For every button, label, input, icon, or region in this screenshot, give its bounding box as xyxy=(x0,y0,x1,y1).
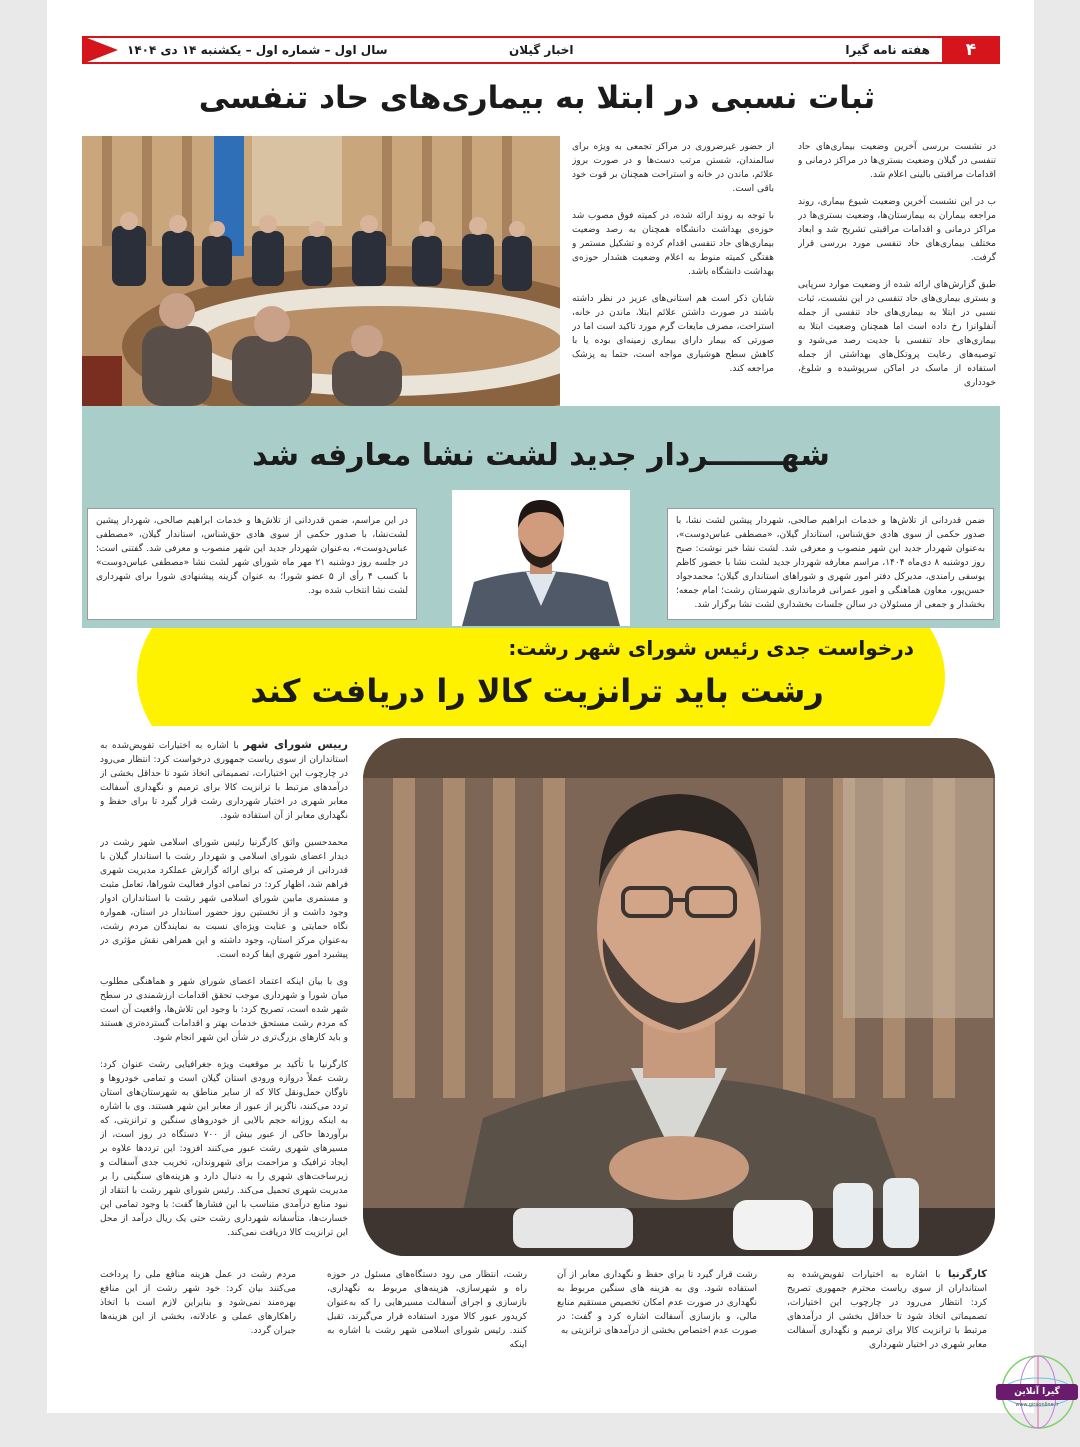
article2-column-right xyxy=(667,508,994,620)
article3-bottom-column-4 xyxy=(100,1268,296,1363)
lead-text: با اشاره به اختیارات تفویض‌شده به استانداران از سوی ریاست جمهوری درخواست کرد: انتظار می‌رود در چارچوب این اختیارات، تصمیماتی اتخاذ شود تا حداقل بخشی از درآمدهای مرتبط با ترانزیت کالا برای ترمیم و نگهداری آسفالت معابر شهری در اختیار شهرداری رشت قرار گیرد تا برای حفظ و نگهداری معابر از آن استفاده شود. xyxy=(100,741,348,821)
publication-name: هفته نامه گیرا xyxy=(845,43,930,57)
paragraph: طبق گزارش‌های ارائه شده از وضعیت موارد سرپایی و بستری بیماری‌های حاد تنفسی در این نشست، ثبات نسبی در ابتلا به بیماری‌های حاد تنفسی از جمله آنفلوانزا رخ داده است اما همچنان وضعیت ابتلا به بیماری‌های حاد تنفسی با جدیت رصد می‌شود و توصیه‌های رعایت پروتکل‌های بهداشتی از جمله استفاده از ماسک در اماکن سرپوشیده و شلوغ، خودداری xyxy=(798,280,996,388)
article1-title: ثبات نسبی در ابتلا به بیماری‌های حاد تنفسی xyxy=(198,80,876,116)
lead-bold: رییس شورای شهر xyxy=(243,738,348,751)
paragraph: وی با بیان اینکه اعتماد اعضای شورای شهر و هماهنگی مطلوب میان شورا و شهرداری موجب تحقق اقدامات ارزشمندی در سطح شهر شده است، تصریح کرد: با وجود این تلاش‌ها، واقعیت آن است که مردم رشت مستحق خدمات بهتر و اقدامات گسترده‌تری هستند و باید کارهای بزرگ‌تری در شأن این شهر انجام شود. xyxy=(100,977,348,1043)
article3-bottom-column-3 xyxy=(327,1268,527,1363)
article3-kicker: درخواست جدی رئیس شورای شهر رشت: xyxy=(508,636,914,660)
article3-bottom-column-2 xyxy=(557,1268,757,1363)
page-number: ۴ xyxy=(942,36,1000,64)
paragraph: رشت قرار گیرد تا برای حفظ و نگهداری معابر از آن استفاده شود. وی به هزینه های سنگین مربوط به نگهداری در صورت عدم امکان تخصیص مستقیم منابع مالی، و بازسازی آسفالت اشاره کرد و گفت: در صورت عدم اختصاص بخشی از درآمدهای ترانزیتی به xyxy=(557,1270,757,1336)
bottom-lead-bold: کارگرنیا xyxy=(948,1269,987,1280)
paragraph: ضمن قدردانی از تلاش‌ها و خدمات ابراهیم صالحی، شهردار پیشین لشت نشا، با صدور حکمی از سوی هادی حق‌شناس، استاندار گیلان، «مصطفی عباس‌دوست»، به‌عنوان شهردار جدید این شهر منصوب و معرفی شد. لشت نشا خبر نوشت: صبح روز دوشنبه ۸ دی‌ماه ۱۴۰۴، مراسم معارفه شهردار جدید لشت نشا با حضور کاظم یوسفی رامندی، مدیرکل دفتر امور شهری و شوراهای استانداری گیلان؛ محمدجواد حسن‌پور، معاون هماهنگی و امور عمرانی فرمانداری شهرستان رشت؛ امام جمعه؛ بخشدار و جمعی از مسئولان در سالن جلسات بخشداری لشت نشا برگزار شد. xyxy=(676,516,985,610)
paragraph: کارگرنیا با تأکید بر موقعیت ویژه جغرافیایی رشت عنوان کرد: رشت عملاً دروازه ورودی استان گیلان است و تمامی خودروها و ناوگان حمل‌ونقل کالا که از سایر مناطق به شهرستان‌های استان تردد می‌کنند، ناگزیر از عبور از معابر این شهر هستند. وی با اشاره به اینکه روزانه حجم بالایی از خودروهای سنگین و ترانزیتی، که برآوردها حاکی از عبور بیش از ۷۰۰ دستگاه در روز است، از مسیرهای شهری رشت عبور می‌کنند افزود: این ترددها علاوه بر ایجاد ترافیک و مزاحمت برای شهروندان، تخریب جدی آسفالت و زیرساخت‌های شهری را به دنبال دارد و هزینه‌های سنگینی را بر مدیریت شهری تحمیل می‌کند. رئیس شورای شهر رشت با انتقاد از نبود منابع درآمدی متناسب با این فشارها گفت: با وجود تمامی این خسارت‌ها، متأسفانه شهرداری رشت حتی یک ریال درآمد از محل این ترانزیت کالا دریافت نمی‌کند. xyxy=(100,1060,348,1238)
paragraph: در این مراسم، ضمن قدردانی از تلاش‌ها و خدمات ابراهیم صالحی، شهردار پیشین لشت‌نشا، با صدور حکمی از سوی هادی حق‌شناس، استاندار گیلان، «مصطفی عباس‌دوست»، به‌عنوان شهردار جدید این شهر منصوب و معرفی شد. گفتنی است؛ در جلسه روز دوشنبه ۲۱ مهر ماه شورای شهر لشت نشا «مصطفی عباس‌دوست» با کسب ۴ رأی از ۵ عضو شورا؛ به عنوان گزینه پیشنهادی شورا برای شهرداری لشت نشا انتخاب شده بود. xyxy=(96,516,408,596)
article3-title: رشت باید ترانزیت کالا را دریافت کند xyxy=(250,672,824,710)
newspaper-page xyxy=(47,0,1034,1413)
council-head-portrait xyxy=(363,738,995,1256)
header-arrow-decoration xyxy=(82,36,118,64)
paragraph: در نشست بررسی آخرین وضعیت بیماری‌های حاد تنفسی در گیلان وضعیت بستری‌ها در مراکز درمانی و اقدامات مراقبتی بالینی اعلام شد. xyxy=(798,142,996,180)
article3-bottom-column-1 xyxy=(787,1268,987,1363)
section-name: اخبار گیلان xyxy=(509,43,574,57)
paragraph: از حضور غیرضروری در مراکز تجمعی به ویژه برای سالمندان، شستن مرتب دست‌ها و در صورت بروز علائم، ماندن در خانه و استراحت همچنان بر قوت خود باقی است. xyxy=(572,142,774,194)
paragraph: با اشاره به اختیارات تفویض‌شده به استانداران از سوی ریاست محترم جمهوری تصریح کرد: انتظار می‌رود در چارچوب این اختیارات، تصمیماتی اتخاذ شود تا حداقل بخشی از درآمدهای مرتبط با ترانزیت کالا برای ترمیم و نگهداری آسفالت معابر شهری در اختیار شهرداری xyxy=(787,1270,987,1350)
logo-url-text: www.giraonline.ir xyxy=(1015,1402,1059,1408)
paragraph: ب در این نشست آخرین وضعیت شیوع بیماری، روند مراجعه بیماران به بیمارستان‌ها، وضعیت بستری‌ها در مراکز درمانی و اقدامات مراقبتی تشریح شد و ابعاد مختلف بیماری‌های حاد تنفسی مورد بررسی قرار گرفت. xyxy=(798,197,996,263)
paragraph: محمدحسین واثق کارگرنیا رئیس شورای اسلامی شهر رشت در دیدار اعضای شورای اسلامی و شهردار رشت با استاندار گیلان با قدردانی از فرصتی که برای ارائه گزارش عملکرد مدیریت شهری فراهم شد، اظهار کرد: در تمامی ادوار فعالیت شوراها، تعامل مثبت و مستمری مابین شورای اسلامی شهر رشت با استانداران ادوار وجود داشت و از نخستین روز حضور استاندار در استان، همواره نگاه حمایتی و عنایت ویژه‌ای نسبت به نمایندگان مردم رشت، به‌عنوان مرکز استان، وجود داشته و این همراهی نقش مؤثری در پیشبرد امور شهری ایفا کرده است. xyxy=(100,838,348,960)
article3-side-column xyxy=(100,738,348,1258)
article2-column-left xyxy=(87,508,417,620)
paragraph: رشت، انتظار می رود دستگاه‌های مسئول در حوزه راه و شهرسازی، هزینه‌های مربوط به نگهداری، بازسازی و اجرای آسفالت مسیرهایی را که به‌عنوان کریدور عبور کالا مورد استفاده قرار می‌گیرند، تقبل کنند. رئیس شورای اسلامی شهر رشت با اشاره به اینکه xyxy=(327,1270,527,1350)
article2-title: شهـــــــردار جدید لشت نشا معارفه شد xyxy=(252,438,830,473)
meeting-photo xyxy=(82,136,560,406)
gira-online-logo xyxy=(992,1350,1080,1436)
mayor-portrait xyxy=(452,490,630,626)
paragraph: شایان ذکر است هم استانی‌های عزیز در نظر داشته باشند در صورت داشتن علائم ابتلا، ماندن در خانه، استراحت، مصرف مایعات گرم مورد تاکید است اما در صورتی که بیمار دارای بیماری زمینه‌ای بوده یا با کاهش سطح هوشیاری مواجه است، حتما به پزشک مراجعه کند. xyxy=(572,294,774,374)
issue-info: سال اول – شماره اول – یکشنبه ۱۴ دی ۱۴۰۴ xyxy=(127,43,388,57)
paragraph: مردم رشت در عمل هزینه منافع ملی را پرداخت می‌کنند بیان کرد: خود شهر رشت از این منافع بهره‌مند نمی‌شود و بنابراین لازم است با اتخاذ راهکارهای عملی و عادلانه، بخشی از این هزینه‌ها جبران گردد. xyxy=(100,1270,296,1336)
lead-paragraph xyxy=(100,738,348,823)
article1-column-right xyxy=(798,140,996,406)
logo-brand-text: گیرا آنلاین xyxy=(1014,1387,1060,1397)
paragraph: با توجه به روند ارائه شده، در کمیته فوق مصوب شد حوزه‌ی بهداشت دانشگاه همچنان به رصد وضعیت بیماری‌های حاد تنفسی اقدام کرده و تشکیل مستمر و هفتگی کمیته منوط به اعلام وضعیت هشدار حوزه‌ی بهداشت دانشگاه باشد. xyxy=(572,211,774,277)
article1-column-middle xyxy=(572,140,774,406)
